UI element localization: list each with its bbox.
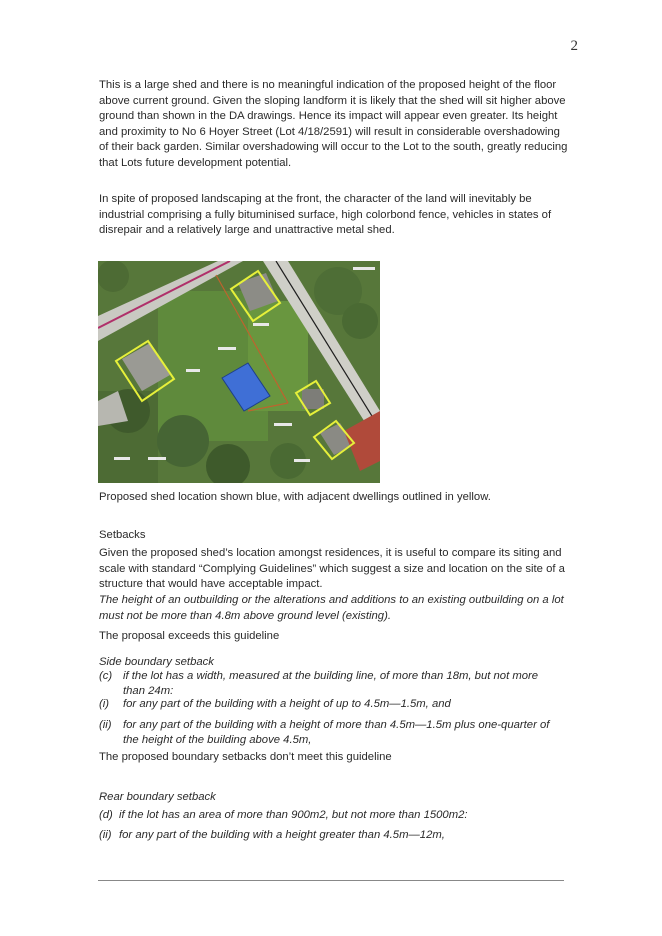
- list-text: for any part of the building with a height greater than 4.5m—12m,: [119, 829, 445, 841]
- setbacks-intro: Given the proposed shed’s location amongst residences, it is useful to compare its siting and scale with standard “Complying Guidelines” which suggest a size and location on the site of a structure that would have acceptable impact.: [99, 547, 565, 590]
- list-text: for any part of the building with a height of more than 4.5m—1.5m plus one-quarter of the height of the building above 4.5m,: [123, 719, 550, 746]
- page-number: 2: [570, 38, 578, 54]
- list-marker: (ii): [99, 829, 112, 841]
- list-marker: (i): [99, 698, 110, 710]
- list-marker: (c): [99, 670, 113, 682]
- height-guideline: The height of an outbuilding or the alterations and additions to an existing outbuilding on a lot must not be more than 4.8m above ground level (existing).: [99, 594, 564, 622]
- list-marker: (ii): [99, 719, 112, 731]
- list-text: if the lot has an area of more than 900m2, but not more than 1500m2:: [119, 809, 468, 821]
- paragraph-shed-height: This is a large shed and there is no meaningful indication of the proposed height of the floor above current ground. Given the sloping landform it is likely that the shed will sit higher above ground than shown in the DA drawings. Hence its impact will appear even greater. Its height and proximity to No 6 Hoyer Street (Lot 4/18/2591) will result in considerable overshadowing of their back garden. Similar overshadowing will occur to the Lot to the south, greatly reducing that Lots future development potential.: [99, 79, 568, 169]
- section-heading-setbacks: Setbacks: [99, 529, 146, 541]
- list-marker: (d): [99, 809, 113, 821]
- list-text: if the lot has a width, measured at the building line, of more than 18m, but not more than 24m:: [123, 670, 539, 697]
- list-text: for any part of the building with a height of up to 4.5m—1.5m, and: [123, 698, 451, 710]
- figure-caption: Proposed shed location shown blue, with adjacent dwellings outlined in yellow.: [99, 491, 491, 503]
- side-setback-heading: Side boundary setback: [99, 656, 214, 668]
- rear-setback-heading: Rear boundary setback: [99, 791, 216, 803]
- side-setback-result: The proposed boundary setbacks don’t meet this guideline: [99, 751, 392, 763]
- aerial-photo: [98, 261, 380, 483]
- footer-divider: [98, 880, 564, 881]
- paragraph-character: In spite of proposed landscaping at the front, the character of the land will inevitably be industrial comprising a fully bituminised surface, high colorbond fence, vehicles in states of disrepair and a relatively large and unattractive metal shed.: [99, 193, 552, 236]
- height-result: The proposal exceeds this guideline: [99, 630, 280, 642]
